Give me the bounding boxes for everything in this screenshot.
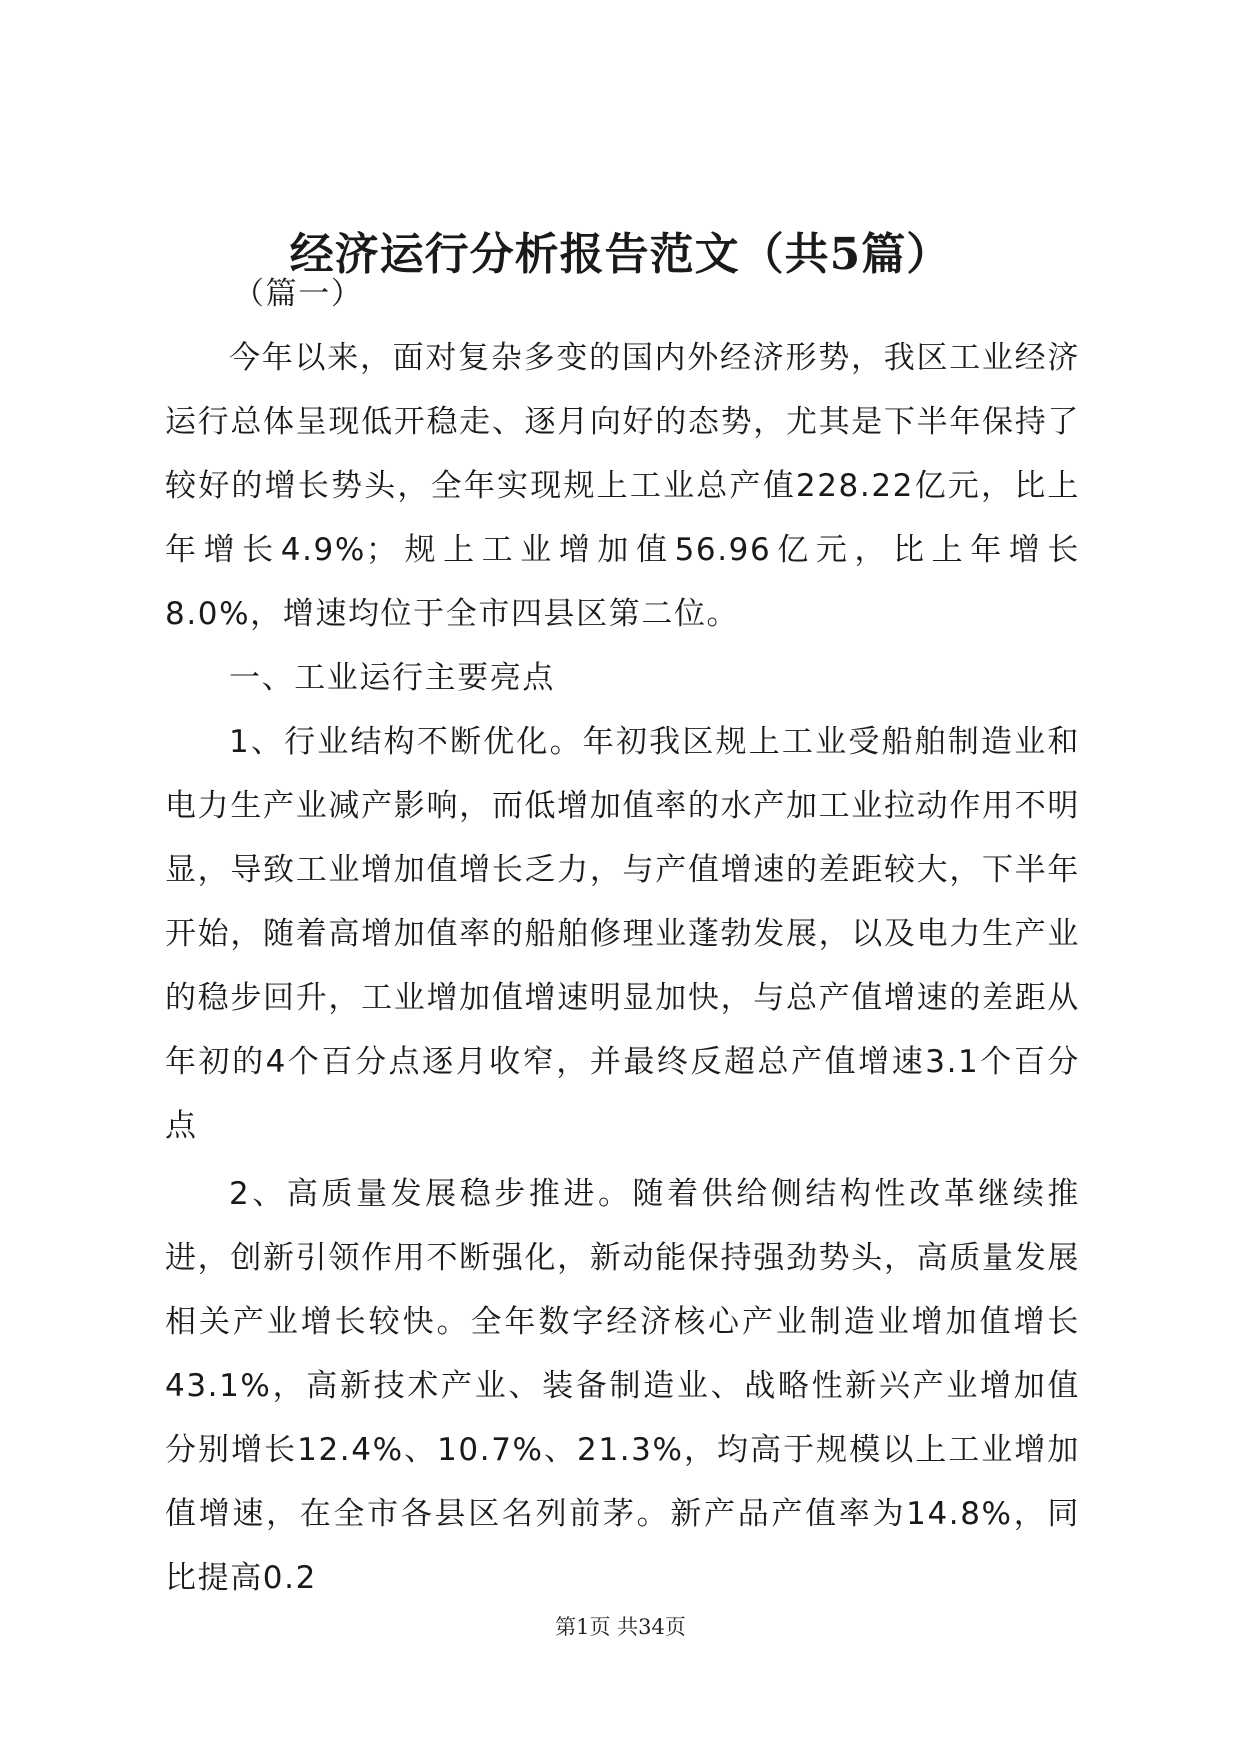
paragraph-intro: 今年以来，面对复杂多变的国内外经济形势，我区工业经济运行总体呈现低开稳走、逐月向好的态势，尤其是下半年保持了较好的增长势头，全年实现规上工业总产值228.22亿元，比上年增长4.9%；规上工业增加值56.96亿元，比上年增长8.0%，增速均位于全市四县区第二位。: [165, 340, 1080, 632]
document-body: [165, 262, 1080, 1610]
paragraph-structure-optimization: 1、行业结构不断优化。年初我区规上工业受船舶制造业和电力生产业减产影响，而低增加值率的水产加工业拉动作用不明显，导致工业增加值增长乏力，与产值增速的差距较大，下半年开始，随着高增加值率的船舶修理业蓬勃发展，以及电力生产业的稳步回升，工业增加值增速明显加快，与总产值增速的差距从年初的4个百分点逐月收窄，并最终反超总产值增速3.1个百分点: [165, 724, 1080, 1144]
paragraph-quality-development: 2、高质量发展稳步推进。随着供给侧结构性改革继续推进，创新引领作用不断强化，新动能保持强劲势头，高质量发展相关产业增长较快。全年数字经济核心产业制造业增加值增长43.1%，高新技术产业、装备制造业、战略性新兴产业增加值分别增长12.4%、10.7%、21.3%，均高于规模以上工业增加值增速，在全市各县区名列前茅。新产品产值率为14.8%，同比提高0.2: [165, 1176, 1080, 1596]
section-label: （篇一）: [233, 276, 364, 312]
heading-industry-highlights: 一、工业运行主要亮点: [229, 660, 555, 696]
document-title: 经济运行分析报告范文（共5篇）: [289, 229, 952, 281]
page-footer: 第1页 共34页: [555, 1615, 686, 1639]
